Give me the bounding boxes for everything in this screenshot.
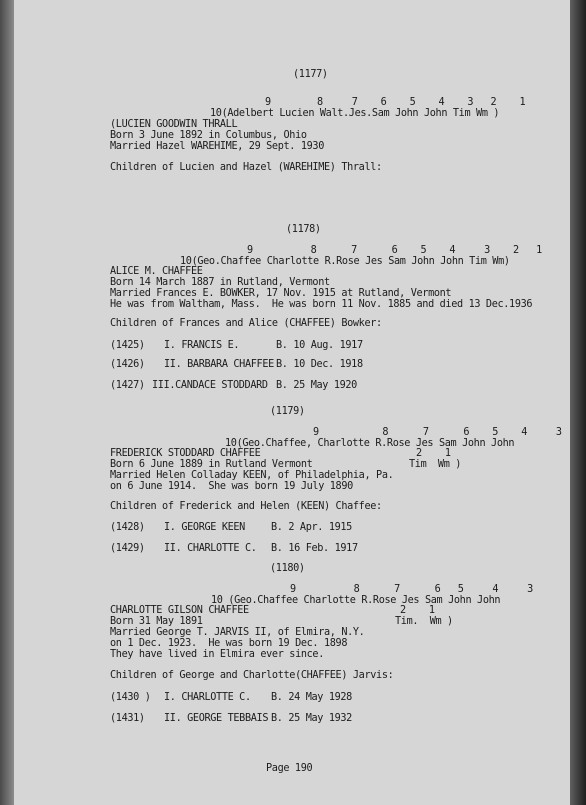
entry-1177-name: (LUCIEN GOODWIN THRALL (110, 119, 238, 130)
entry-1180-lineage: 10 (Geo.Chaffee Charlotte R.Rose Jes Sam John John (211, 595, 501, 606)
entry-1179-name: FREDERICK STODDARD CHAFFEE (110, 448, 261, 459)
child-id: (1430 ) (110, 692, 151, 703)
entry-1177-children-heading: Children of Lucien and Hazel (WAREHIME) Thrall: (110, 162, 382, 173)
entry-1180-generation-numbers: 9 8 7 6 5 4 3 (290, 584, 533, 595)
entry-1180-name: CHARLOTTE GILSON CHAFFEE (110, 605, 249, 616)
child-id: (1429) (110, 543, 145, 554)
entry-1180-children-heading: Children of George and Charlotte(CHAFFEE) Jarvis: (110, 670, 394, 681)
entry-1179-number: (1179) (270, 406, 305, 417)
scan-left-edge (0, 0, 14, 805)
child-id: (1426) (110, 359, 145, 370)
child-birth: B. 10 Dec. 1918 (276, 359, 363, 370)
document-page (14, 0, 570, 805)
entry-1178-birth: Born 14 March 1887 in Rutland, Vermont (110, 277, 330, 288)
entry-1180-spouse-details: on 1 Dec. 1923. He was born 19 Dec. 1898 (110, 638, 348, 649)
child-id: (1425) (110, 340, 145, 351)
entry-1179-lineage: 10(Geo.Chaffee, Charlotte R.Rose Jes Sam John John (225, 438, 515, 449)
child-birth: B. 25 May 1920 (276, 380, 357, 391)
entry-1179-birth: Born 6 June 1889 in Rutland Vermont (110, 459, 313, 470)
child-birth: B. 24 May 1928 (271, 692, 352, 703)
child-name: I. FRANCIS E. (164, 340, 240, 351)
child-name: I. CHARLOTTE C. (164, 692, 251, 703)
child-birth: B. 10 Aug. 1917 (276, 340, 363, 351)
entry-1178-number: (1178) (286, 224, 321, 235)
child-name: II. GEORGE TEBBAIS (164, 713, 269, 724)
page-number-top: (1177) (293, 69, 328, 80)
entry-1179-lineage-continued: 2 1 (416, 448, 451, 459)
entry-1180-marriage: Married George T. JARVIS II, of Elmira, N.Y. (110, 627, 365, 638)
child-birth: B. 25 May 1932 (271, 713, 352, 724)
child-name: I. GEORGE KEEN (164, 522, 245, 533)
child-name: III.CANDACE STODDARD (152, 380, 268, 391)
entry-1178-children-heading: Children of Frances and Alice (CHAFFEE) Bowker: (110, 318, 382, 329)
entry-1179-generation-numbers: 9 8 7 6 5 4 3 (313, 427, 562, 438)
entry-1178-lineage: 10(Geo.Chaffee Charlotte R.Rose Jes Sam John John Tim Wm) (180, 256, 510, 267)
child-id: (1431) (110, 713, 145, 724)
entry-1180-residence: They have lived in Elmira ever since. (110, 649, 324, 660)
entry-1178-spouse-details: He was from Waltham, Mass. He was born 11 Nov. 1885 and died 13 Dec.1936 (110, 299, 533, 310)
entry-1180-number: (1180) (270, 563, 305, 574)
child-id: (1428) (110, 522, 145, 533)
entry-1180-birth: Born 31 May 1891 (110, 616, 203, 627)
child-id: (1427) (110, 380, 145, 391)
entry-1179-marriage: Married Helen Colladay KEEN, of Philadelphia, Pa. (110, 470, 394, 481)
entry-1180-lineage-continued-2: Tim. Wm ) (395, 616, 453, 627)
child-birth: B. 16 Feb. 1917 (271, 543, 358, 554)
entry-1177-generation-numbers: 9 8 7 6 5 4 3 2 1 (265, 97, 526, 108)
entry-1177-birth: Born 3 June 1892 in Columbus, Ohio (110, 130, 307, 141)
entry-1179-lineage-continued-2: Tim Wm ) (409, 459, 462, 470)
entry-1178-generation-numbers: 9 8 7 6 5 4 3 2 1 (247, 245, 542, 256)
entry-1178-marriage: Married Frances E. BOWKER, 17 Nov. 1915 at Rutland, Vermont (110, 288, 452, 299)
child-name: II. CHARLOTTE C. (164, 543, 257, 554)
entry-1180-lineage-continued: 2 1 (400, 605, 435, 616)
entry-1177-marriage: Married Hazel WAREHIME, 29 Sept. 1930 (110, 141, 324, 152)
entry-1179-spouse-details: on 6 June 1914. She was born 19 July 1890 (110, 481, 353, 492)
child-birth: B. 2 Apr. 1915 (271, 522, 352, 533)
scan-right-edge (570, 0, 586, 805)
child-name: II. BARBARA CHAFFEE (164, 359, 274, 370)
entry-1177-lineage: 10(Adelbert Lucien Walt.Jes.Sam John John Tim Wm ) (210, 108, 500, 119)
page-footer: Page 190 (266, 763, 313, 774)
entry-1179-children-heading: Children of Frederick and Helen (KEEN) Chaffee: (110, 501, 382, 512)
entry-1178-name: ALICE M. CHAFFEE (110, 266, 203, 277)
